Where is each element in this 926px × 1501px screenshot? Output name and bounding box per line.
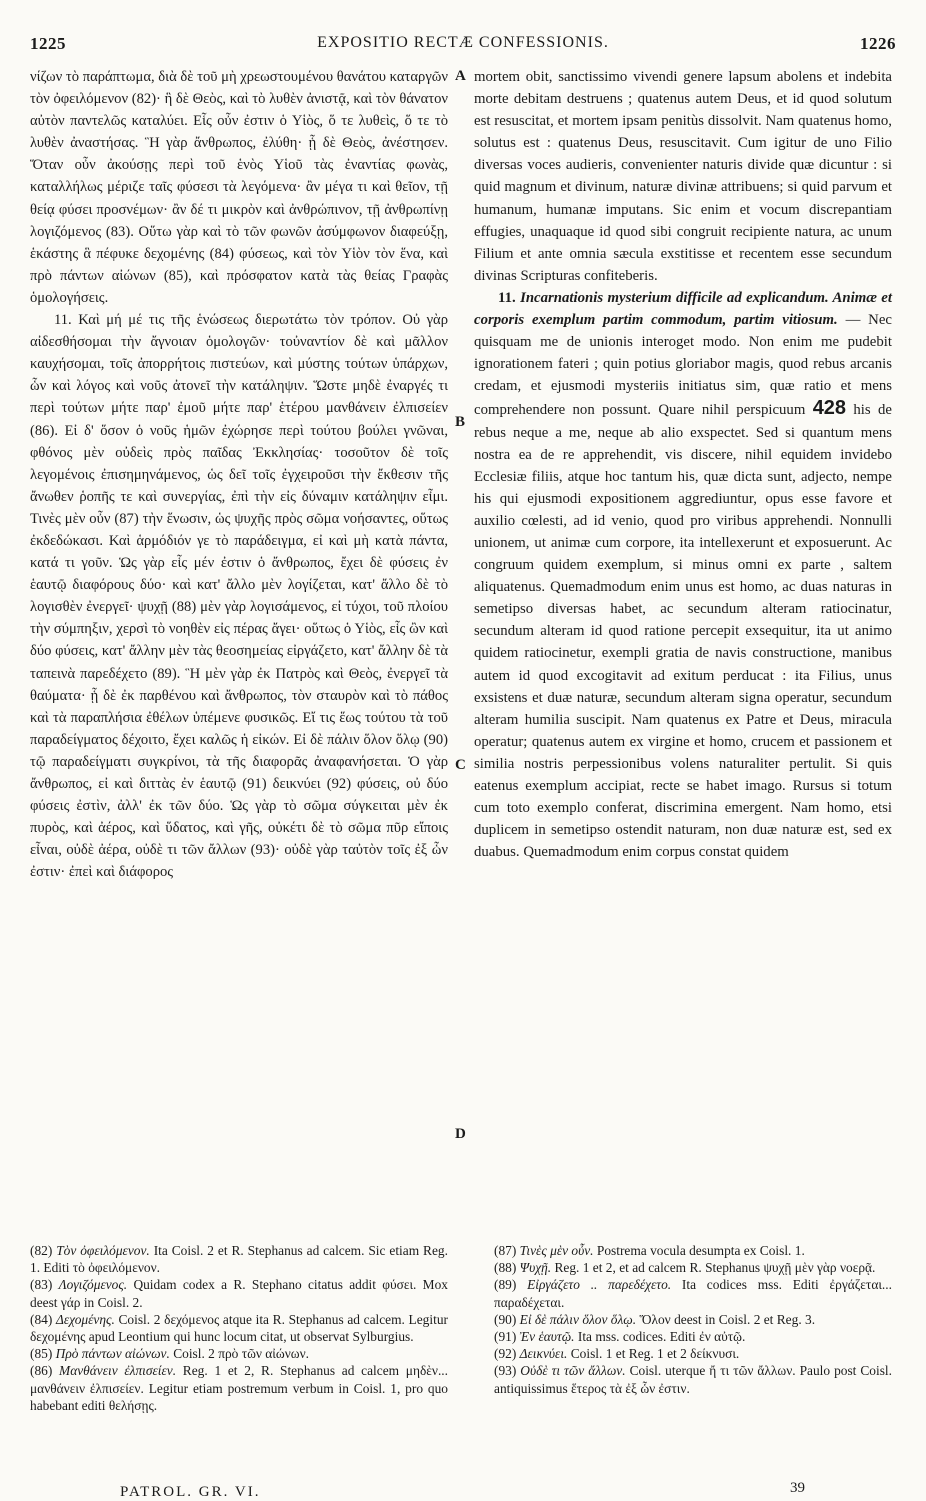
latin-column (474, 66, 892, 863)
footnote (494, 1276, 892, 1310)
section-number: 11. (498, 289, 516, 306)
footnote-number: (90) (494, 1311, 517, 1327)
footnote-number: (93) (494, 1363, 517, 1379)
footnote-text: Coisl. 1 et Reg. 1 et 2 δείκνυσι. (570, 1346, 740, 1362)
footnote (494, 1362, 892, 1396)
margin-letter-a: A (455, 68, 466, 84)
latin-text: his de rebus neque a me, neque ab alio exspectet. Sed si quantum mens nostra ea de re apprehendit, vis discere, nihil equidem invidebo Ecclesiæ filiis, atque hoc tantum his, quæ dicta sunt, adjecto, nempe his qui ejusmodi expositionem aggrediuntur, opus esse favore et auxilio cœlesti, ad id venio, quod pro viribus apprehendi. Nonnulli unionem, ut animæ cum corpore, ita intellexerunt et exposuerunt. Ac congruum quidem exemplum, si minus omni ex parte , saltem aliquatenus. Quemadmodum enim unus est homo, ac duas naturas in semetipso diversas habet, ac secundum alteram ratiocinatur, secundum alteram id quod ratione percepit exsequitur, ita ut animo quidem ratiocinetur, exempli gratia de navis constructione, manibus autem id quod excogitavit ad exitum perducat : ita Filius, unus exsistens et duæ naturæ, secundum alteram signa operatur, secundum alteram humilia suscipit. Nam quatenus ex Patre et Deus, miracula operatur; quatenus autem ex virgine et homo, crucem et passionem et similia nostris perpessionibus volens naturaliter pertulit. Si quis eatenus exemplum accipiat, recte se habet imago. Rursus si totum cum toto exemplo conferat, discrimina emergent. Nam homo, etsi duplicem in semetipso ostendit naturam, non duæ naturæ est, sed ex duabus. Quemadmodum enim corpus constat quidem (474, 402, 892, 861)
footnote-number: (91) (494, 1329, 517, 1345)
footnote (494, 1311, 892, 1328)
footnote-lemma: Οὐδὲ τι τῶν ἄλλων. (520, 1363, 626, 1379)
footnote-text: Ita Coisl. 2 et R. Stephanus ad calcem. Sic etiam Reg. 1. Editi τὸ ὀφειλόμενον. (30, 1243, 448, 1276)
margin-letter-c: C (455, 757, 466, 773)
footnote-lemma: Δεικνύει. (519, 1346, 568, 1362)
footnote-text: Ὅλον deest in Coisl. 2 et Reg. 3. (639, 1311, 816, 1327)
footnote (30, 1345, 448, 1362)
page-number-left: 1225 (30, 34, 66, 53)
column-number: 428 (812, 397, 847, 420)
footnote-text: Ita mss. codices. Editi ἐν αὐτῷ. (577, 1329, 746, 1345)
section-title: Incarnationis mysterium difficile ad explicandum. Animæ et corporis exemplum partim commodum, partim vitiosum. (474, 289, 892, 329)
greek-column (30, 66, 448, 883)
footnote-lemma: Εἰργάζετο .. παρεδέχετο. (527, 1277, 672, 1293)
footnote-text: Quidam codex a R. Stephano citatus addit φύσει. Mox deest γάρ in Coisl. 2. (30, 1277, 448, 1310)
footnote (30, 1242, 448, 1276)
footnote-lemma: Πρὸ πάντων αἰώνων. (55, 1346, 170, 1362)
greek-paragraph: νίζων τὸ παράπτωμα, διὰ δὲ τοῦ μὴ χρεωστουμένου θανάτου καταργῶν τὸν ὀφειλόμενον (82)· ἣ δὲ Θεὸς, καὶ τὸ λυθὲν ἀνιστᾷ, καὶ τὸν θάνατον αὐτὸν παντελῶς καταλύει. Εἷς οὖν ἐστιν ὁ Υἱὸς, ὅ τε λυθεὶς, ὅ τε τὸ λυθὲν ἀναστήσας. Ἣ γὰρ ἄνθρωπος, ἐλύθη· ᾗ δὲ Θεὸς, ἀνέστησεν. Ὅταν οὖν ἀκούσῃς περὶ τοῦ ἑνὸς Υἱοῦ τὰς ἐναντίας φωνὰς, καταλλήλως μέριζε ταῖς φύσεσι τὰ λεγόμενα· ἂν μέγα τι καὶ θεῖον, τῇ θείᾳ φύσει προσνέμων· ἂν δέ τι μικρὸν καὶ ἀνθρώπινον, τῇ ἀνθρωπίνῃ λογιζόμενος (83). Οὕτω γὰρ καὶ τὸ τῶν φωνῶν ἀσύμφωνον διαφεύξῃ, ἑκάστης ἃ πέφυκε δεχομένης (84) φύσεως, καὶ τὸν Υἱὸν τὸν ἕνα, καὶ πρὸ πάντων αἰώνων (85), καὶ πρόσφατον κατὰ τὰς θείας Γραφὰς ὁμολογήσεις. (30, 69, 448, 306)
latin-text: — Nec quisquam me de unionis interoget modo. Non enim me pudebit ignorationem fateri ; quin potius gloriabor magis, quod rebus arcanis credam, et ejusmodi mysteriis initiatus sim, quæ ratio et mens comprehendere non possunt. Quare nihil perspicuum (474, 312, 893, 419)
footnote-number: (84) (30, 1311, 53, 1327)
footnote (30, 1276, 448, 1310)
footnote-text: Coisl. 2 πρὸ τῶν αἰώνων. (173, 1346, 309, 1362)
footnote-text: Reg. 1 et 2, R. Stephanus ad calcem μηδὲν... μανθάνειν ἐλπισείεν. Legitur etiam postremum verbum in Coisl. 1, pro quo habebant editi θελήσῃς. (30, 1363, 448, 1413)
footnotes-right (494, 1242, 892, 1397)
footnote-text: Ita codices mss. Editi ἐργάζεται... παραδέχεται. (494, 1277, 892, 1310)
footnote-lemma: Εἰ δὲ πάλιν ὅλον ὅλῳ. (519, 1311, 637, 1327)
footnote-number: (89) (494, 1277, 517, 1293)
page-number-right: 1226 (860, 34, 896, 53)
latin-paragraph: mortem obit, sanctissimo vivendi genere lapsum abolens et indebita morte debitam destruens ; quatenus autem Deus, et id quod solutum est resuscitat, et mortem ipsam penitùs dissolvit. Nam quatenus homo, solutus est : quatenus Deus, resuscitavit. Cum igitur de uno Filio diversas voces audieris, convenienter naturis divide quæ dicuntur : si quid magnum et divinum, naturæ divinæ attribuens; si quid parvum et humanum, humanæ imputans. Sic enim et vocum discrepantiam effugies, unaquaque id quod sibi congruit recipiente natura, ac unum Filium et ante omnia sæcula exstitisse et recentem esse secundum divinas Scripturas confiteberis. (474, 69, 892, 284)
footnote (30, 1311, 448, 1345)
footnotes-left (30, 1242, 448, 1414)
footnote-lemma: Ψυχῇ. (519, 1260, 552, 1276)
running-header (30, 34, 896, 56)
footnote-number: (88) (494, 1260, 517, 1276)
footnote-number: (83) (30, 1277, 53, 1293)
volume-signature: PATROL. GR. VI. (120, 1484, 261, 1500)
margin-letter-b: B (455, 414, 466, 430)
footnote (30, 1362, 448, 1414)
footnote-lemma: Μανθάνειν ἐλπισείεν. (59, 1363, 177, 1379)
footnote-text: Coisl. 2 δεχόμενος atque ita R. Stephanus ad calcem. Legitur δεχομένης apud Leontium qui hunc locum citat, ut observat Sylburgius. (30, 1311, 448, 1345)
footnote-lemma: Ἐν ἑαυτῷ. (519, 1329, 575, 1345)
footnote-number: (86) (30, 1363, 53, 1379)
footnote (494, 1345, 892, 1362)
footnote-number: (82) (30, 1243, 53, 1258)
footnote (494, 1242, 892, 1259)
footnote (494, 1259, 892, 1276)
latin-section (474, 287, 892, 863)
footnote-number: (92) (494, 1346, 517, 1362)
footnote-number: (85) (30, 1346, 53, 1362)
footnote-lemma: Λογιζόμενος. (58, 1277, 128, 1293)
footnote-lemma: Δεχομένης. (55, 1311, 115, 1327)
footnote (494, 1328, 892, 1345)
footnote-text: Reg. 1 et 2, et ad calcem R. Stephanus ψυχῇ μὲν γὰρ νοερᾷ. (554, 1260, 876, 1276)
greek-paragraph: 11. Καὶ μή μέ τις τῆς ἑνώσεως διερωτάτω τὸν τρόπον. Οὐ γὰρ αἰδεσθήσομαι τὴν ἄγνοιαν ὁμολογῶν· τοὐναντίον δὲ καὶ μᾶλλον καυχήσομαι, τοῖς ἀπορρήτοις πιστεύων, καὶ μύστης τούτων ὑπάρχων, ὧν καὶ λόγος καὶ νοῦς ἀτονεῖ τὴν κατάληψιν. Ὥστε μηδὲ ἐναργές τι περὶ τούτων μήτε παρ' ἐμοῦ μήτε παρ' ἑτέρου μανθάνειν ἐλπισείεν (86). Εἰ δ' ὅσον ὁ νοῦς ἡμῶν ἐχώρησε περὶ τούτου βούλει γνῶναι, φθόνος μὲν οὐδεὶς πρὸς παῖδας Ἐκκλησίας· τοσοῦτον δὲ τοῖς λεγομένοις ἐπισημηνάμενος, ὡς δεῖ τοῖς ἐγχειροῦσι τὴν ἔκθεσιν τῆς ἄνωθεν ῥοπῆς τε καὶ συνεργίας, ἐπὶ τὴν εἰς δύναμιν κατάληψιν εἶμι. Τινὲς μὲν οὖν (87) τὴν ἕνωσιν, ὡς ψυχῆς πρὸς σῶμα νοήσαντες, οὕτως ἐκδεδώκασι. Καὶ ἁρμόδιόν γε τὸ παράδειγμα, εἰ καὶ μὴ κατὰ πάντα, κατά τι γοῦν. Ὡς γὰρ εἷς μέν ἐστιν ὁ ἄνθρωπος, ἔχει δὲ φύσεις ἐν ἑαυτῷ διαφόρους δύο· καὶ κατ' ἄλλο μὲν λογίζεται, κατ' ἄλλο δὲ τὸ λογισθὲν ἐνεργεῖ· ψυχῇ (88) μὲν γὰρ λογισάμενος, εἰ τύχοι, τοῦ πλοίου τὴν σύμπηξιν, χερσὶ τὸ νοηθὲν εἰς πέρας ἄγει· οὕτως ὁ Υἱὸς, εἷς ὢν καὶ δύο φύσεις, κατ' ἄλλην μὲν τὰς θεοσημείας εἰργάζετο, κατ' ἄλλην δὲ τὰ ταπεινὰ παρεδέχετο (89). Ἣ μὲν γὰρ ἐκ Πατρὸς καὶ Θεὸς, ἐνεργεῖ τὰ θαύματα· ᾗ δὲ ἐκ παρθένου καὶ ἄνθρωπος, τὸν σταυρὸν καὶ τὸ πάθος καὶ τὰ παραπλήσια ἐθέλων ὑπέμενε φυσικῶς. Εἴ τις ἕως τούτου τὰ τοῦ παραδείγματος δέχοιτο, ἔχει καλῶς ἡ εἰκών. Εἰ δὲ πάλιν ὅλον ὅλῳ (90) τῷ παραδείγματι συγκρίνοι, τὰ τῆς διαφορᾶς ἀναφανήσεται. Ὁ γὰρ ἄνθρωπος, εἰ καὶ διττὰς ἐν ἑαυτῷ (91) δεικνύει (92) φύσεις, οὐ δύο φύσεις ἐστὶν, ἀλλ' ἐκ τῶν δύο. Ὡς γὰρ τὸ σῶμα σύγκειται μὲν ἐκ πυρὸς, καὶ ἀέρος, καὶ ὕδατος, καὶ γῆς, οὐκέτι δὲ τὸ σῶμα πῦρ εἴποις εἶναι, οὐδὲ ἀέρα, οὐδὲ τι τῶν ἄλλων (93)· οὐδὲ γὰρ ταὐτὸν τοῖς ἐξ ὧν ἐστιν· ἐπεὶ καὶ διάφορος (30, 312, 448, 881)
margin-letter-d: D (455, 1126, 466, 1142)
sheet-number: 39 (790, 1480, 805, 1496)
footnote-number: (87) (494, 1243, 517, 1258)
footnote-text: Postrema vocula desumpta ex Coisl. 1. (596, 1243, 805, 1258)
footnote-text: Coisl. uterque ἤ τι τῶν ἄλλων. Paulo post Coisl. antiquissimus ἕτερος τὰ ἐξ ὧν ἐστιν. (494, 1363, 892, 1396)
running-title: EXPOSITIO RECTÆ CONFESSIONIS. (317, 34, 609, 51)
footnote-lemma: Τινὲς μὲν οὖν. (519, 1243, 594, 1258)
footnote-lemma: Τὸν ὀφειλόμενον. (56, 1243, 150, 1258)
